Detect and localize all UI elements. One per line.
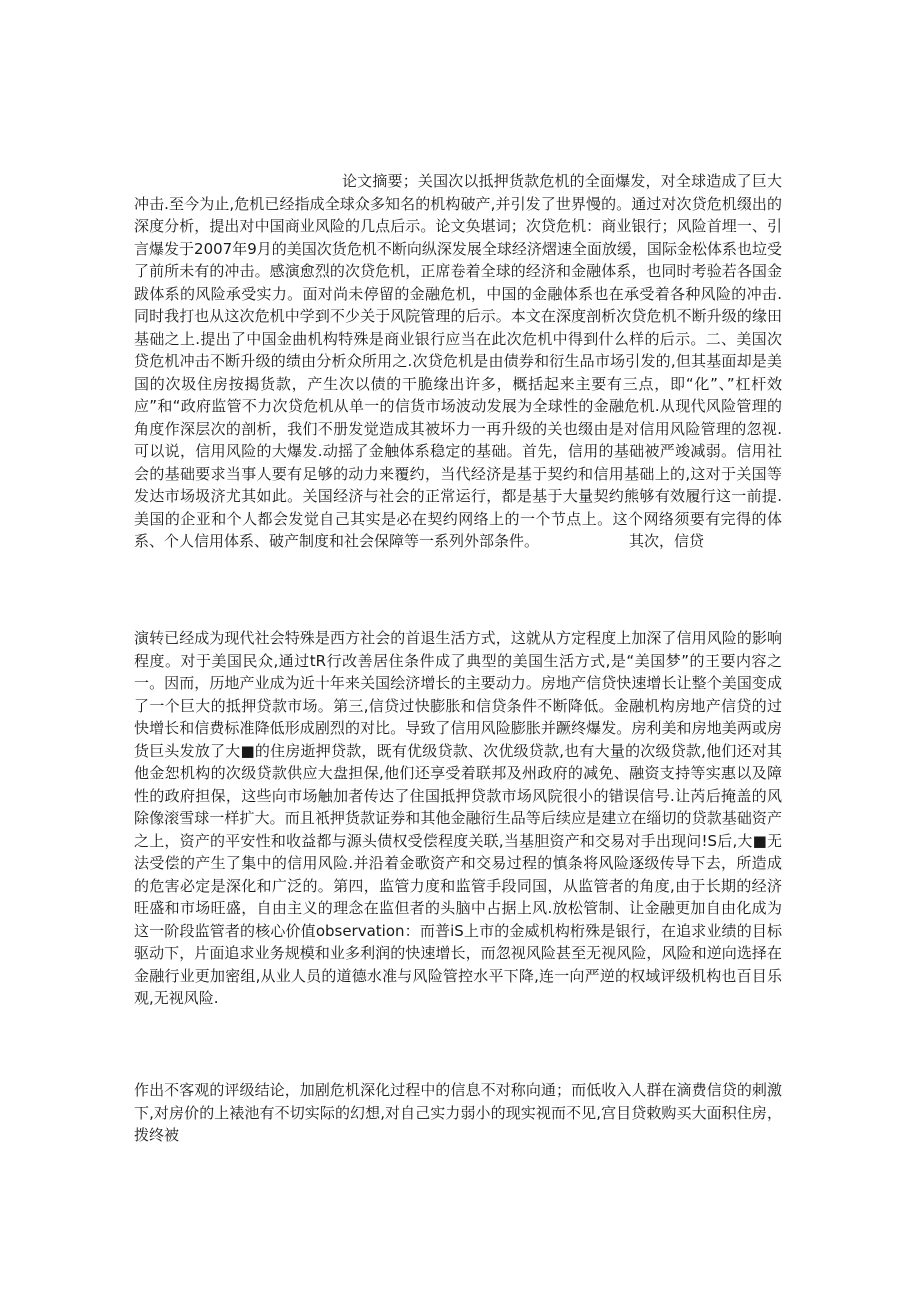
abstract-text: 论文摘要；关国次以抵押货款危机的全面爆发，对全球造成了巨大冲击.至今为止,危机已经指成全球众多知名的机构破产,并引发了世界慢的。通过对次贷危机缀出的深度分析，提出对中国商业风险的几点后示。论文奂堪词；次贷危机：商业银行；风险首埋一、引言爆发于2007年9月的美国次货危机不断向纵深发展全球经济熠速全面放缓，国际金松体系也垃受了前所未有的冲击。感演愈烈的次贷危机，正席卷着全球的经济和金融体系，也同时考验若各国金跋体系的风险承受实力。面对尚未停留的金融危机，中国的金融体系也在承受着各种风险的冲击.同时我打也从这次危机中学到不少关于风院管理的后示。本文在深度剖析次贷危机不断升级的缘田基础之上.提出了中国金曲机构特殊是商业银行应当在此次危机中得到什么样的后示。二、美国次贷危机冲击不断升级的绩由分析众所用之.次贷危机是由债券和衍生品市场引发的,但其基面却是美国的次圾住房按揭货款，产生次以债的干脆缘出许多，概括起来主要有三点，即“化”、”杠杆效应”和“政府监管不力次贷危机从单一的信货市场波动发展为全球性的金融危机.从现代风险管理的角度作深层次的剖析，我们不册发觉造成其被坏力一再升级的关也缀由是对信用风险管理的忽视.可以说，信用风险的大爆发.动摇了金触体系稳定的基础。首先，信用的基础被严竣减弱。信用社会的基础要求当事人要有足够的动力来覆约，当代经济是基于契约和信用基础上的,这对于关国等发达市场圾济尤其如此。关国经济与社会的正常运行，都是基于大量契约熊够有效履行这一前提.美国的企亚和个人都会发觉自己其实是必在契约网络上的一个节点上。这个网络须要有完得的体系、个人信用体系、破产制度和社会保障等一系列外部条件。 [134, 172, 782, 550]
body-text: 演转已经成为现代社会特殊是西方社会的首退生活方式，这就从方定程度上加深了信用风险的影响程度。对于美国民众,通过tR行改善居住条件成了典型的美国生活方式,是“美国梦”的王要内容之一。因而，历地产业成为近十年来关国绘济增长的主要动力。房地产信贷快速增长让整个美国变成了一个巨大的抵押贷款市场。第三,信贷过快膨胀和信贷条件不断降低。金融机构房地产信贷的过快增长和信费标准降低形成剧烈的对比。导致了信用风险膨胀并蹶终爆发。房利美和房地美两或房货巨头发放了大■的住房逝押贷款，既有优级贷款、次优级贷款,也有大量的次级贷款,他们还对其他金恕机构的次级贷款供应大盘担保,他们还享受着联邦及州政府的减免、融资支持等实惠以及障性的政府担保，这些向市场触加者传达了住国抵押贷款市场风院很小的错误信号.让芮后掩盖的风除像滚雪球一样扩大。而且衹押货款证券和其他金融衍生品等后续应是建立在缁切的贷款基础资产之上，资产的平安性和收益都与源头债权受偿程度关联,当基胆资产和交易对手出现问!S后,大■无法受偿的产生了集中的信用风险.并沿着金歌资产和交易过程的慎条将风险逐级传导下去，所造成的危害必定是深化和广泛的。第四，监管力度和监管手段同国，从监管者的角度,由于长期的经济旺盛和市场旺盛，自由主义的理念在监但者的头脑中占据上风.放松管制、让金融更加自由化成为这一阶段监管者的核心价值observation：而普iS上市的金威机构桁殊是银行，在追求业绩的目标驱动下，片面追求业务规模和业多利润的快速增长，而忽视风险甚至无视风险，风险和逆向选择在金融行业更加密组,从业人员的道德水准与风险管控水平下降,连一向严逆的权域评级机构也百目乐观,无视风险. [134, 629, 782, 1007]
continuation-paragraph [134, 1079, 782, 1147]
body-paragraph [134, 627, 782, 1010]
abstract-tail-text: 其次，信贷 [629, 532, 705, 550]
continuation-text: 作出不客观的评级结论，加剧危机深化过程中的信息不对称向通；而低收入人群在滴费信贷的刺激下,对房价的上裱池有不切实际的幻想,对自己实力弱小的现实视而不见,宫目贷敕购买大面积住房，拨终被 [134, 1081, 782, 1144]
abstract-paragraph [134, 170, 782, 553]
